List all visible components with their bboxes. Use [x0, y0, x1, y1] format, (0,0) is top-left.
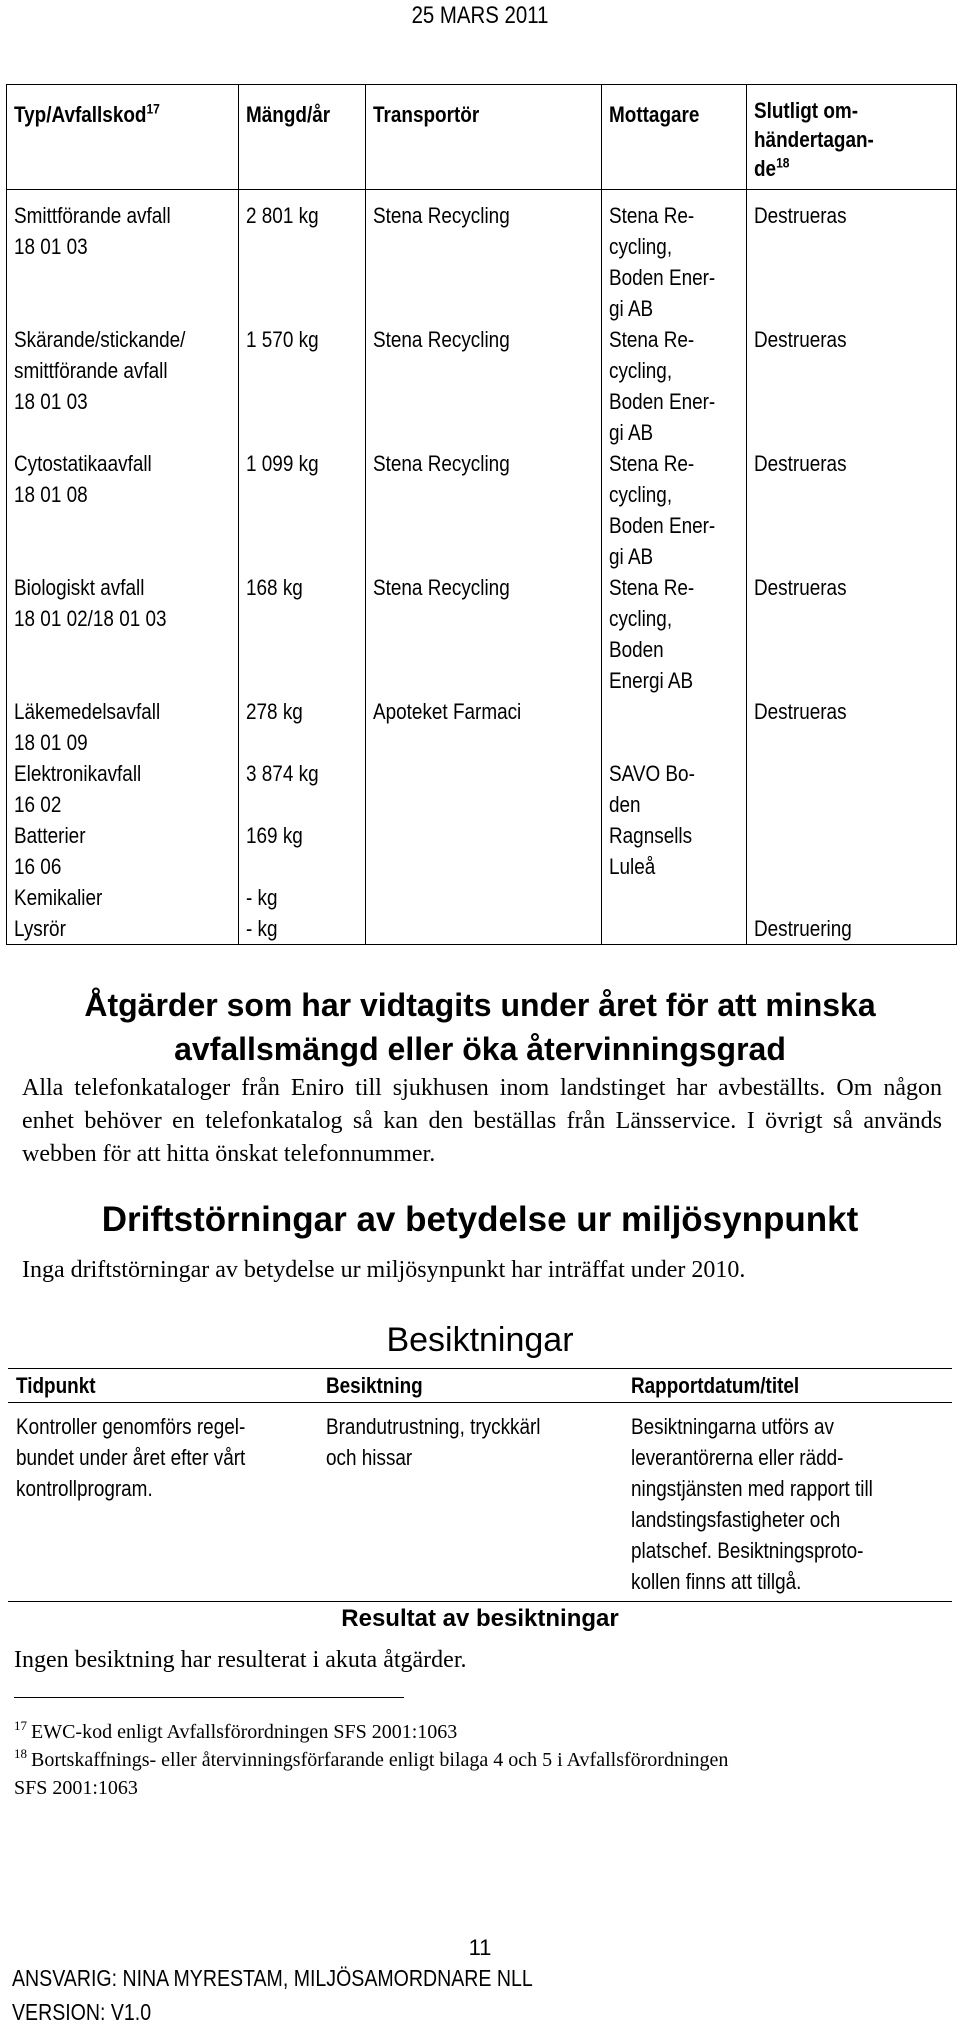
- cell-type: Cytostatikaavfall 18 01 08: [7, 448, 239, 572]
- cell-type: Biologiskt avfall 18 01 02/18 01 03: [7, 572, 239, 696]
- cell-time: Kontroller genomförs regel- bundet under året efter vårt kontrollprogram.: [8, 1403, 318, 1602]
- cell-amount: 1 099 kg: [239, 448, 366, 572]
- table-row: [7, 324, 957, 448]
- cell-amount: 2 801 kg: [239, 190, 366, 325]
- cell-type: Kemikalier: [7, 882, 239, 913]
- cell-final: Destrueras: [747, 190, 957, 325]
- cell-receiver: Stena Re- cycling, Boden Ener- gi AB: [602, 190, 747, 325]
- cell-receiver: Ragnsells Luleå: [602, 820, 747, 882]
- col-header-receiver: Mottagare: [602, 85, 747, 190]
- cell-transporter: [366, 820, 602, 882]
- cell-transporter: Stena Recycling: [366, 324, 602, 448]
- cell-inspection: Brandutrustning, tryckkärl och hissar: [318, 1403, 623, 1602]
- cell-amount: - kg: [239, 913, 366, 945]
- inspections-heading: Besiktningar: [386, 1321, 574, 1359]
- cell-receiver: Stena Re- cycling, Boden Ener- gi AB: [602, 448, 747, 572]
- cell-transporter: Stena Recycling: [366, 448, 602, 572]
- table-row: [7, 696, 957, 758]
- cell-final: Destruering: [747, 913, 957, 945]
- cell-final: [747, 820, 957, 882]
- table-row: [7, 820, 957, 882]
- result-body: Ingen besiktning har resulterat i akuta åtgärder.: [14, 1647, 467, 1673]
- cell-type: Läkemedelsavfall 18 01 09: [7, 696, 239, 758]
- footer-version: VERSION: V1.0: [12, 1999, 152, 2025]
- cell-receiver: SAVO Bo- den: [602, 758, 747, 820]
- footnote-divider: [14, 1697, 404, 1698]
- cell-receiver: [602, 882, 747, 913]
- cell-report: Besiktningarna utförs av leverantörerna eller rädd- ningstjänsten med rapport till landstingsfastigheter och platschef. Besiktningsproto- kollen finns att tillgå.: [623, 1403, 952, 1602]
- disruptions-body: Inga driftstörningar av betydelse ur miljösynpunkt har inträffat under 2010.: [22, 1257, 746, 1283]
- page-header-date: 25 MARS 2011: [411, 2, 549, 29]
- table-row: [7, 190, 957, 325]
- cell-transporter: Stena Recycling: [366, 572, 602, 696]
- cell-final: Destrueras: [747, 696, 957, 758]
- cell-amount: 3 874 kg: [239, 758, 366, 820]
- waste-table-header-row: [7, 85, 957, 190]
- cell-receiver: [602, 696, 747, 758]
- cell-amount: 168 kg: [239, 572, 366, 696]
- measures-body: Alla telefonkataloger från Eniro till sjukhusen inom landstinget har avbeställts. Om någon enhet behöver en telefonkatalog så kan den beställas från Länsservice. I övrigt så används webben för att hitta önskat telefonnummer.: [22, 1075, 942, 1167]
- col-header-transporter: Transportör: [366, 85, 602, 190]
- table-row: [8, 1403, 952, 1602]
- col-header-time: Tidpunkt: [8, 1369, 318, 1403]
- cell-type: Lysrör: [7, 913, 239, 945]
- cell-amount: - kg: [239, 882, 366, 913]
- cell-type: Skärande/stickande/ smittförande avfall 18 01 03: [7, 324, 239, 448]
- cell-receiver: [602, 913, 747, 945]
- result-heading: Resultat av besiktningar: [341, 1605, 619, 1632]
- cell-type: Batterier 16 06: [7, 820, 239, 882]
- inspections-table: [8, 1368, 952, 1602]
- footnote: $^{17}$ EWC-kod enligt Avfallsförordningen SFS 2001:1063: [14, 1718, 458, 1743]
- cell-final: Destrueras: [747, 572, 957, 696]
- footnotes: [14, 1718, 944, 1802]
- table-row: [7, 448, 957, 572]
- page-number: 11: [468, 1935, 492, 1960]
- cell-final: [747, 882, 957, 913]
- cell-final: Destrueras: [747, 324, 957, 448]
- col-header-inspection: Besiktning: [318, 1369, 623, 1403]
- cell-amount: 169 kg: [239, 820, 366, 882]
- table-row: [7, 882, 957, 913]
- cell-transporter: Apoteket Farmaci: [366, 696, 602, 758]
- table-row: [7, 913, 957, 945]
- cell-transporter: [366, 882, 602, 913]
- cell-transporter: [366, 758, 602, 820]
- cell-transporter: [366, 913, 602, 945]
- table-row: [7, 572, 957, 696]
- cell-final: Destrueras: [747, 448, 957, 572]
- cell-transporter: Stena Recycling: [366, 190, 602, 325]
- cell-amount: 278 kg: [239, 696, 366, 758]
- cell-type: Smittförande avfall 18 01 03: [7, 190, 239, 325]
- footer-responsible: ANSVARIG: NINA MYRESTAM, MILJÖSAMORDNARE NLL: [12, 1965, 533, 1991]
- cell-receiver: Stena Re- cycling, Boden Ener- gi AB: [602, 324, 747, 448]
- table-row: [7, 758, 957, 820]
- cell-type: Elektronikavfall 16 02: [7, 758, 239, 820]
- measures-heading: Åtgärder som har vidtagits under året för att minska avfallsmängd eller öka återvinningsgrad: [84, 987, 876, 1067]
- cell-receiver: Stena Re- cycling, Boden Energi AB: [602, 572, 747, 696]
- cell-final: [747, 758, 957, 820]
- col-header-report: Rapportdatum/titel: [623, 1369, 952, 1403]
- col-header-final: Slutligt om- händertagan- $de^{18}$: [747, 85, 957, 190]
- col-header-type: Typ/Avfallskod$^{17}$: [7, 85, 239, 190]
- waste-table: [6, 84, 957, 945]
- inspections-header-row: [8, 1369, 952, 1403]
- footnote: $^{18}$ Bortskaffnings- eller återvinningsförfarande enligt bilaga 4 och 5 i Avfallsförordningen SFS 2001:1063: [14, 1746, 729, 1799]
- cell-amount: 1 570 kg: [239, 324, 366, 448]
- col-header-amount: Mängd/år: [239, 85, 366, 190]
- disruptions-heading: Driftstörningar av betydelse ur miljösynpunkt: [101, 1200, 859, 1239]
